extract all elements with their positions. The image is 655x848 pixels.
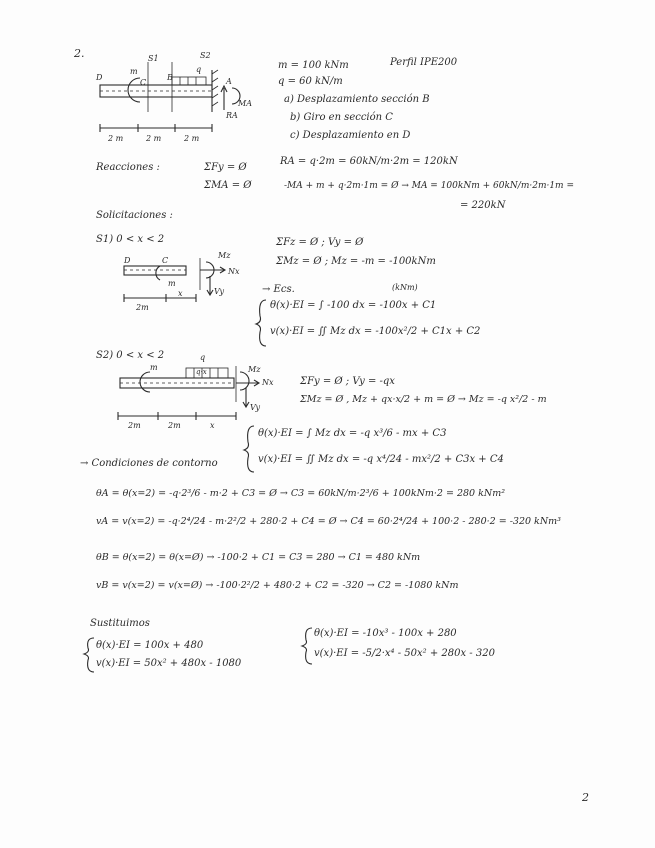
task-c: c) Desplazamiento en D <box>290 130 411 141</box>
s1-fig-x: x <box>178 289 183 298</box>
fig-label-c: C <box>140 78 147 87</box>
s2-eq1: ΣFy = Ø ; Vy = -qx <box>300 376 395 387</box>
s2-fig-mz: Mz <box>248 365 261 374</box>
fig-dim-2: 2 m <box>146 134 162 143</box>
solicitations-title: Solicitaciones : <box>96 210 173 221</box>
s1-v-eq: v(x)·EI = ∬ Mz dx = -100x²/2 + C1x + C2 <box>270 326 481 337</box>
substitute-b2: v(x)·EI = -5/2·x⁴ - 50x² + 280x - 320 <box>314 648 495 659</box>
fig-label-a: A <box>226 77 232 86</box>
boundary-line-3: θB = θ(x=2) = θ(x=Ø) → -100·2 + C1 = C3 = 280 → C1 = 480 kNm <box>96 552 421 563</box>
problem-number: 2. <box>74 47 85 60</box>
reactions-res3: = 220kN <box>460 200 506 211</box>
reactions-res2: -MA + m + q·2m·1m = Ø → MA = 100kNm + 60kN/m·2m·1m = <box>284 181 574 191</box>
fig-label-q: q <box>196 65 202 74</box>
s2-fig-qx: q·x <box>196 368 207 376</box>
substitute-a1: θ(x)·EI = 100x + 480 <box>96 640 204 651</box>
s1-range: S1) 0 < x < 2 <box>96 234 165 245</box>
s2-fig-nx: Nx <box>262 378 274 387</box>
reactions-res1: RA = q·2m = 60kN/m·2m = 120kN <box>280 156 458 167</box>
s1-theta-eq: θ(x)·EI = ∫ -100 dx = -100x + C1 <box>270 300 437 311</box>
reactions-eq1: ΣFy = Ø <box>204 162 247 173</box>
reactions-eq2: ΣMA = Ø <box>204 180 252 191</box>
boundary-line-1: θA = θ(x=2) = -q·2³/6 - m·2 + C3 = Ø → C3 = 60kN/m·2³/6 + 100kNm·2 = 280 kNm² <box>96 488 506 499</box>
s2-fig-dim1: 2m <box>128 421 141 430</box>
fig-label-ra: RA <box>226 111 238 120</box>
fig-label-s2: S2 <box>200 51 211 60</box>
fig-label-b: B <box>167 73 173 82</box>
substitute-b1: θ(x)·EI = -10x³ - 100x + 280 <box>314 628 457 639</box>
s1-fig-mz: Mz <box>218 251 231 260</box>
s2-section-figure <box>118 366 259 420</box>
units-note: (kNm) <box>392 283 418 292</box>
s1-fig-c: C <box>162 256 169 265</box>
s2-fig-dim2: 2m <box>168 421 181 430</box>
s1-eq1: ΣFz = Ø ; Vy = Ø <box>276 237 364 248</box>
s1-fig-vy: Vy <box>214 287 224 296</box>
fig-label-m: m <box>130 67 138 76</box>
s1-fig-d: D <box>124 256 131 265</box>
s2-fig-q: q <box>200 353 206 362</box>
s1-fig-nx: Nx <box>228 267 240 276</box>
boundary-line-4: vB = v(x=2) = v(x=Ø) → -100·2²/2 + 480·2 + C2 = -320 → C2 = -1080 kNm <box>96 580 459 591</box>
page-number: 2 <box>582 791 589 804</box>
s1-fig-m: m <box>168 279 176 288</box>
fig-label-d: D <box>96 73 103 82</box>
fig-label-s1: S1 <box>148 54 159 63</box>
s2-v-eq: v(x)·EI = ∬ Mz dx = -q x⁴/24 - mx²/2 + C3x + C4 <box>258 454 504 465</box>
reactions-title: Reacciones : <box>96 162 160 173</box>
task-a: a) Desplazamiento sección B <box>284 94 430 105</box>
s2-range: S2) 0 < x < 2 <box>96 350 165 361</box>
s1-fig-dim: 2m <box>136 303 149 312</box>
boundary-line-2: vA = v(x=2) = -q·2⁴/24 - m·2²/2 + 280·2 + C4 = Ø → C4 = 60·2⁴/24 + 100·2 - 280·2 = -320 kNm³ <box>96 516 561 527</box>
s2-fig-vy: Vy <box>250 403 260 412</box>
substitute-a2: v(x)·EI = 50x² + 480x - 1080 <box>96 658 242 669</box>
given-load: q = 60 kN/m <box>278 76 343 87</box>
s2-eq2: ΣMz = Ø , Mz + qx·x/2 + m = Ø → Mz = -q x²/2 - m <box>300 394 547 405</box>
profile-label: Perfil IPE200 <box>390 57 458 68</box>
s2-fig-x: x <box>210 421 215 430</box>
substitute-title: Sustituimos <box>90 618 150 629</box>
fig-dim-3: 2 m <box>184 134 200 143</box>
task-b: b) Giro en sección C <box>290 112 393 123</box>
s1-eq2: ΣMz = Ø ; Mz = -m = -100kNm <box>276 256 436 267</box>
s2-theta-eq: θ(x)·EI = ∫ Mz dx = -q x³/6 - mx + C3 <box>258 428 447 439</box>
fig-label-ma: MA <box>238 99 252 108</box>
fig-dim-1: 2 m <box>108 134 124 143</box>
ecs-label: → Ecs. <box>262 284 295 295</box>
given-moment: m = 100 kNm <box>278 60 349 71</box>
s2-fig-m: m <box>150 363 158 372</box>
boundary-title: → Condiciones de contorno <box>80 458 218 469</box>
